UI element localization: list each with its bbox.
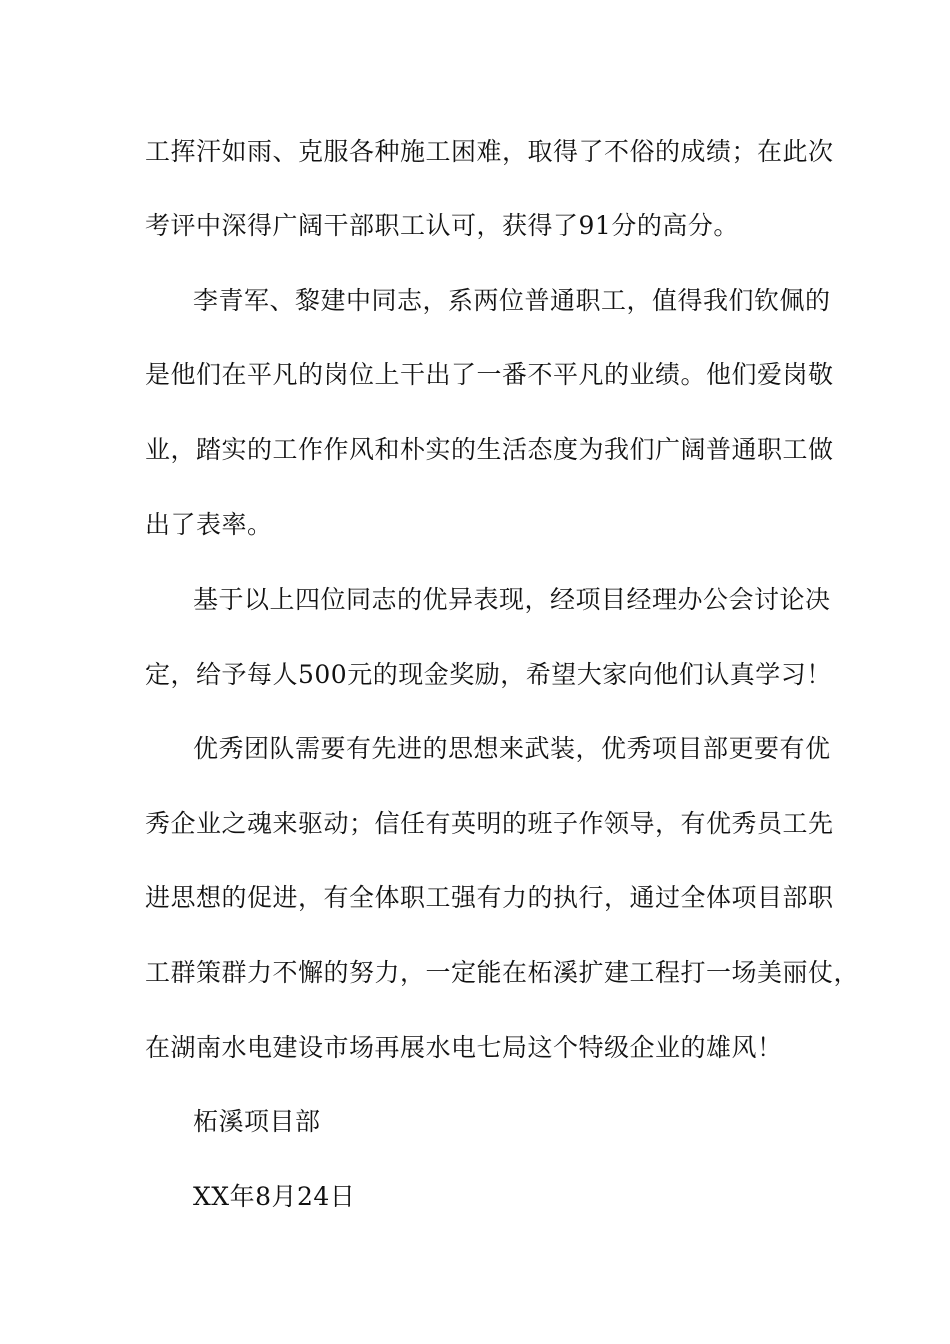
paragraph-line: 出了表率。 [145,510,273,539]
paragraph-line: 优秀团队需要有先进的思想来武装，优秀项目部更要有优 [193,734,831,763]
paragraph-line: 工群策群力不懈的努力，一定能在柘溪扩建工程打一场美丽仗， [145,958,860,987]
paragraph-line: 工挥汗如雨、克服各种施工困难，取得了不俗的成绩；在此次 [145,137,834,166]
paragraph-line: 考评中深得广阔干部职工认可，获得了91分的高分。 [145,211,739,240]
paragraph-line: 李青军、黎建中同志，系两位普通职工，值得我们钦佩的 [193,286,831,315]
signature: 柘溪项目部 [193,1107,321,1136]
paragraph-line: 定，给予每人500元的现金奖励，希望大家向他们认真学习！ [145,660,832,689]
paragraph-line: 是他们在平凡的岗位上干出了一番不平凡的业绩。他们爱岗敬 [145,360,834,389]
paragraph-line: 基于以上四位同志的优异表现，经项目经理办公会讨论决 [193,585,831,614]
paragraph-line: 在湖南水电建设市场再展水电七局这个特级企业的雄风！ [145,1033,783,1062]
paragraph-line: 进思想的促进，有全体职工强有力的执行，通过全体项目部职 [145,883,834,912]
paragraph-line: 秀企业之魂来驱动；信任有英明的班子作领导，有优秀员工先 [145,809,834,838]
paragraph-line: 业，踏实的工作作风和朴实的生活态度为我们广阔普通职工做 [145,435,834,464]
date: XX年8月24日 [193,1182,356,1211]
